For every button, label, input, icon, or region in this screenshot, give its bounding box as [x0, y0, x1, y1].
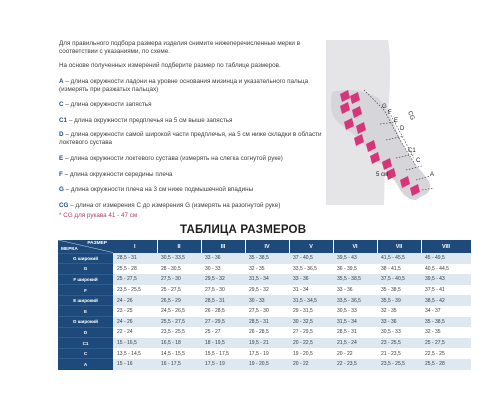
table-cell: 32 - 35 — [245, 264, 289, 275]
table-row — [58, 295, 471, 306]
table-cell: 32 - 35 — [377, 306, 421, 317]
definition-text: длина окружности самой широкой части предплечья, на 5 см ниже складки в области локтевого сустава — [59, 131, 322, 147]
arm-measurement-illustration — [326, 40, 444, 205]
table-cell: 23,5 - 25,5 — [157, 327, 201, 338]
table-cell: 35,5 - 39 — [377, 295, 421, 306]
table-cell: 29,5 - 32 — [245, 285, 289, 296]
measure-label-cell: F — [58, 285, 113, 296]
measure-label-cell: G широкий — [58, 253, 113, 264]
corner-size-label: РАЗМЕР — [87, 241, 107, 246]
size-header-cell: V — [289, 240, 333, 253]
table-cell: 37 - 40,5 — [289, 253, 333, 264]
table-cell: 35,5 - 38,5 — [333, 274, 377, 285]
table-row — [58, 306, 471, 317]
table-cell: 19 - 20,5 — [289, 348, 333, 359]
label-5cm: 5 см — [376, 172, 389, 178]
table-cell: 39,5 - 43 — [333, 253, 377, 264]
table-row — [58, 348, 471, 359]
definition-text: длина окружности плеча на 3 см ниже подмышечной впадины — [70, 186, 254, 193]
table-cell: 23 - 25,5 — [377, 338, 421, 349]
cg-note: * CG для рукава 41 - 47 см — [59, 212, 138, 219]
table-cell: 31 - 34 — [289, 285, 333, 296]
table-cell: 40,5 - 44,5 — [421, 264, 471, 275]
definition-cg: CG – длина от измерения C до измерения G (измерять на разогнутой руке) — [59, 202, 281, 209]
table-cell: 36 - 39,5 — [333, 264, 377, 275]
label-g: G — [382, 104, 387, 110]
table-cell: 37,5 - 40,5 — [377, 274, 421, 285]
definition-text: длина окружности локтевого сустава (измерять на слегка согнутой руке) — [70, 155, 283, 162]
measure-label-cell: E — [58, 306, 113, 317]
table-cell: 20 - 22 — [289, 359, 333, 370]
note-text: На основе полученных измерений подберите размер по таблице размеров. — [59, 62, 281, 69]
definition-e: E – длина окружности локтевого сустава (измерять на слегка согнутой руке) — [59, 155, 283, 162]
measure-label-cell: C — [58, 348, 113, 359]
definition-d: D – длина окружности самой широкой части предплечья, на 5 см ниже складки в области локтевого сустава — [59, 131, 322, 147]
table-cell: 24,5 - 26,5 — [157, 306, 201, 317]
table-cell: 30,5 - 33 — [333, 306, 377, 317]
measure-label-cell: G — [58, 264, 113, 275]
definition-text: длина окружности середины плеча — [69, 171, 173, 178]
table-cell: 19,5 - 21 — [245, 338, 289, 349]
table-cell: 28,5 - 31 — [333, 327, 377, 338]
table-cell: 25,5 - 27,5 — [157, 317, 201, 328]
intro-text: Для правильного подбора размера изделия снимите нижеперечисленные мерки в соответствии с указаниями, по схеме. — [59, 40, 301, 56]
label-f: F — [388, 110, 392, 116]
measure-label-cell: D широкий — [58, 317, 113, 328]
table-cell: 27,5 - 30 — [157, 274, 201, 285]
measure-label-cell: F широкий — [58, 274, 113, 285]
table-cell: 33,5 - 36,5 — [289, 264, 333, 275]
table-cell: 35 - 38,5 — [377, 285, 421, 296]
table-cell: 33 - 36 — [289, 274, 333, 285]
table-cell: 16,5 - 18 — [157, 338, 201, 349]
definition-text: длина окружности ладони на уровне основания мизинца и указательного пальца (измерять при разжатых пальцах) — [59, 78, 309, 94]
table-cell: 13,5 - 14,5 — [113, 348, 157, 359]
table-cell: 31,5 - 34,5 — [289, 295, 333, 306]
table-cell: 23 - 25 — [113, 306, 157, 317]
table-cell: 27 - 29,5 — [289, 327, 333, 338]
label-cg: CG — [406, 110, 416, 122]
table-cell: 31,5 - 34 — [245, 274, 289, 285]
size-header-cell: VIII — [421, 240, 471, 253]
table-cell: 26,5 - 29 — [157, 295, 201, 306]
label-e: E — [394, 118, 399, 124]
table-cell: 28,5 - 31 — [201, 295, 245, 306]
table-cell: 25,5 - 28 — [113, 264, 157, 275]
table-cell: 20 - 22,5 — [289, 338, 333, 349]
size-table — [58, 240, 472, 370]
table-cell: 29 - 31,5 — [289, 306, 333, 317]
table-cell: 27,5 - 30 — [245, 306, 289, 317]
table-cell: 33 - 36 — [201, 253, 245, 264]
table-cell: 21,5 - 24 — [333, 338, 377, 349]
table-cell: 35 - 38,5 — [245, 253, 289, 264]
table-cell: 28,5 - 31 — [245, 317, 289, 328]
table-cell: 37,5 - 41 — [421, 285, 471, 296]
table-cell: 30 - 33 — [245, 295, 289, 306]
table-corner-cell — [58, 240, 113, 253]
table-cell: 18 - 19,5 — [201, 338, 245, 349]
label-c: C — [416, 158, 421, 164]
table-cell: 28,5 - 31 — [113, 253, 157, 264]
definition-letter: F — [59, 171, 63, 178]
definition-letter: C1 — [59, 117, 68, 124]
table-cell: 25 - 27,5 — [421, 338, 471, 349]
table-cell: 27,5 - 30 — [201, 285, 245, 296]
label-d: D — [400, 126, 405, 132]
table-cell: 29,5 - 32 — [201, 274, 245, 285]
table-cell: 15,5 - 17,5 — [201, 348, 245, 359]
table-cell: 19 - 20,5 — [245, 359, 289, 370]
table-cell: 23,5 - 25,5 — [377, 359, 421, 370]
table-cell: 45 - 49,5 — [421, 253, 471, 264]
label-c1: C1 — [408, 148, 416, 154]
measure-label-cell: D — [58, 327, 113, 338]
table-row — [58, 327, 471, 338]
table-cell: 25 - 27,5 — [157, 285, 201, 296]
table-cell: 26 - 28,5 — [201, 306, 245, 317]
size-header-cell: I — [113, 240, 157, 253]
table-cell: 33,5 - 36,5 — [333, 295, 377, 306]
table-cell: 17,5 - 19 — [245, 348, 289, 359]
size-header-cell: VI — [333, 240, 377, 253]
corner-measure-label: МЕРКА — [61, 246, 78, 252]
table-cell: 30,5 - 33 — [377, 327, 421, 338]
definition-g: G – длина окружности плеча на 3 см ниже подмышечной впадины — [59, 186, 254, 193]
table-cell: 33 - 36 — [333, 285, 377, 296]
definition-a: A – длина окружности ладони на уровне основания мизинца и указательного пальца (измерять при разжатых пальцах) — [59, 78, 309, 94]
table-cell: 30,5 - 33,5 — [157, 253, 201, 264]
table-row — [58, 253, 471, 264]
table-cell: 39,5 - 43 — [421, 274, 471, 285]
definition-letter: A — [59, 78, 64, 85]
table-cell: 22,5 - 25 — [421, 348, 471, 359]
definition-text: длина от измерения C до измерения G (измерять на разогнутой руке) — [75, 202, 281, 209]
table-title: ТАБЛИЦА РАЗМЕРОВ — [180, 224, 307, 236]
table-cell: 15 - 16 — [113, 359, 157, 370]
table-cell: 21 - 23,5 — [377, 348, 421, 359]
table-cell: 16 - 17,5 — [157, 359, 201, 370]
table-row — [58, 274, 471, 285]
table-cell: 24 - 26 — [113, 317, 157, 328]
size-header-cell: VII — [377, 240, 421, 253]
definition-letter: D — [59, 131, 64, 138]
definition-text: длина окружности предплечья на 5 см выше запястья — [74, 117, 233, 124]
table-row — [58, 285, 471, 296]
definition-letter: CG — [59, 202, 69, 209]
definition-letter: E — [59, 155, 64, 162]
table-cell: 22 - 24 — [113, 327, 157, 338]
table-cell: 30 - 33 — [201, 264, 245, 275]
table-cell: 35 - 38,5 — [421, 317, 471, 328]
table-cell: 26 - 28,5 — [245, 327, 289, 338]
table-cell: 24 - 26 — [113, 295, 157, 306]
table-cell: 38 - 41,5 — [377, 264, 421, 275]
measure-label-cell: A — [58, 359, 113, 370]
definition-letter: C — [59, 101, 64, 108]
table-cell: 33 - 36 — [377, 317, 421, 328]
definition-letter: G — [59, 186, 64, 193]
definition-f: F – длина окружности середины плеча — [59, 171, 173, 178]
table-cell: 34 - 37 — [421, 306, 471, 317]
label-a: A — [430, 172, 435, 178]
table-cell: 28 - 30,5 — [157, 264, 201, 275]
table-cell: 31,5 - 34 — [333, 317, 377, 328]
table-cell: 38,5 - 42 — [421, 295, 471, 306]
table-cell: 25 - 27,5 — [113, 274, 157, 285]
table-cell: 25,5 - 28 — [421, 359, 471, 370]
definition-c: C – длина окружности запястья — [59, 101, 152, 108]
table-cell: 17,5 - 19 — [201, 359, 245, 370]
definition-c1: C1 – длина окружности предплечья на 5 см выше запястья — [59, 117, 233, 124]
size-header-cell: III — [201, 240, 245, 253]
size-header-cell: IV — [245, 240, 289, 253]
table-row — [58, 317, 471, 328]
measure-label-cell: E широкий — [58, 295, 113, 306]
table-cell: 23,5 - 25,5 — [113, 285, 157, 296]
table-row — [58, 264, 471, 275]
table-row — [58, 359, 471, 370]
table-cell: 14,5 - 15,5 — [157, 348, 201, 359]
table-cell: 30 - 32,5 — [289, 317, 333, 328]
table-cell: 41,5 - 45,5 — [377, 253, 421, 264]
table-cell: 15 - 16,5 — [113, 338, 157, 349]
table-header-row — [58, 240, 471, 253]
table-cell: 22 - 23,5 — [333, 359, 377, 370]
table-cell: 25 - 27 — [201, 327, 245, 338]
table-cell: 20 - 22 — [333, 348, 377, 359]
size-header-cell: II — [157, 240, 201, 253]
measure-label-cell: C1 — [58, 338, 113, 349]
table-cell: 27 - 29,5 — [201, 317, 245, 328]
definition-text: длина окружности запястья — [70, 101, 152, 108]
table-row — [58, 338, 471, 349]
table-cell: 32 - 35 — [421, 327, 471, 338]
